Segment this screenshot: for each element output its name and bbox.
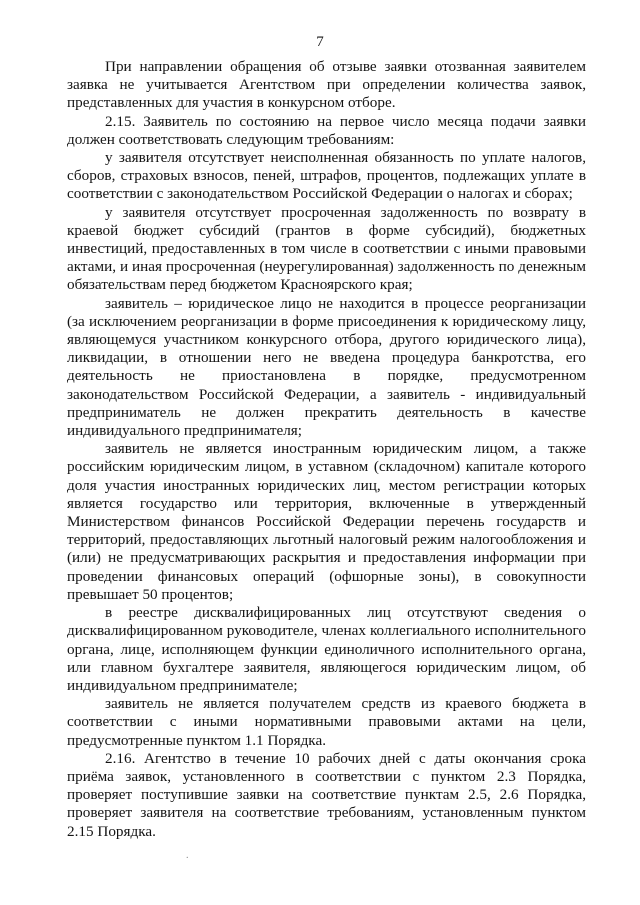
paragraph-2-15-requirements: 2.15. Заявитель по состоянию на первое число месяца подачи заявки должен соответствовать следующим требованиям:: [67, 112, 586, 148]
paragraph-no-reorganization: заявитель – юридическое лицо не находится в процессе реорганизации (за исключением реорганизации в форме присоединения к юридическому лицу, являющемуся участником конкурсного отбора, другого юридического лица), ликвидации, в отношении него не введена процедура банкротства, его деятельность не приостановлена в порядке, предусмотренном законодательством Российской Федерации, а заявитель - индивидуальный предприниматель не должен прекратить деятельность в качестве индивидуального предпринимателя;: [67, 294, 586, 440]
paragraph-withdrawn-application: При направлении обращения об отзыве заявки отозванная заявителем заявка не учитывается Агентством при определении количества заявок, представленных для участия в конкурсном отборе.: [67, 58, 586, 112]
paragraph-2-16-review: 2.16. Агентство в течение 10 рабочих дней с даты окончания срока приёма заявок, установленного в соответствии с пунктом 2.3 Порядка, проверяет поступившие заявки на соответствие пунктам 2.5, 2.6 Порядка, проверяет заявителя на соответствие требованиям, установленным пунктом 2.15 Порядка.: [67, 749, 586, 840]
paragraph-disqualified-persons: в реестре дисквалифицированных лиц отсутствуют сведения о дисквалифицированном руководителе, членах коллегиального исполнительного органа, лице, исполняющем функции единоличного исполнительного органа, или главном бухгалтере заявителя, являющегося юридическим лицом, об индивидуальном предпринимателе;: [67, 604, 586, 694]
paragraph-no-tax-debt: у заявителя отсутствует неисполненная обязанность по уплате налогов, сборов, страховых взносов, пеней, штрафов, процентов, подлежащих уплате в соответствии с законодательством Российской Федерации о налогах и сборах;: [67, 149, 586, 203]
trailing-mark: .: [186, 850, 189, 861]
page-number: 7: [316, 34, 324, 50]
paragraph-not-budget-recipient: заявитель не является получателем средств из краевого бюджета в соответствии с иными нормативными правовыми актами на цели, предусмотренные пунктом 1.1 Порядка.: [67, 695, 586, 749]
paragraph-not-foreign-entity: заявитель не является иностранным юридическим лицом, а также российским юридическим лицом, в уставном (складочном) капитале которого доля участия иностранных юридических лиц, местом регистрации которых является государство или территория, включенные в утвержденный Министерством финансов Российской Федерации перечень государств и территорий, предоставляющих льготный налоговый режим налогообложения и (или) не предусматривающих раскрытия и предоставления информации при проведении финансовых операций (офшорные зоны), в совокупности превышает 50 процентов;: [67, 440, 586, 603]
document-body: [67, 58, 586, 841]
paragraph-no-overdue-debt: у заявителя отсутствует просроченная задолженность по возврату в краевой бюджет субсидий (грантов в форме субсидий), бюджетных инвестиций, предоставленных в том числе в соответствии с иными правовыми актами, и иная просроченная (неурегулированная) задолженность по денежным обязательствам перед бюджетом Красноярского края;: [67, 203, 586, 294]
